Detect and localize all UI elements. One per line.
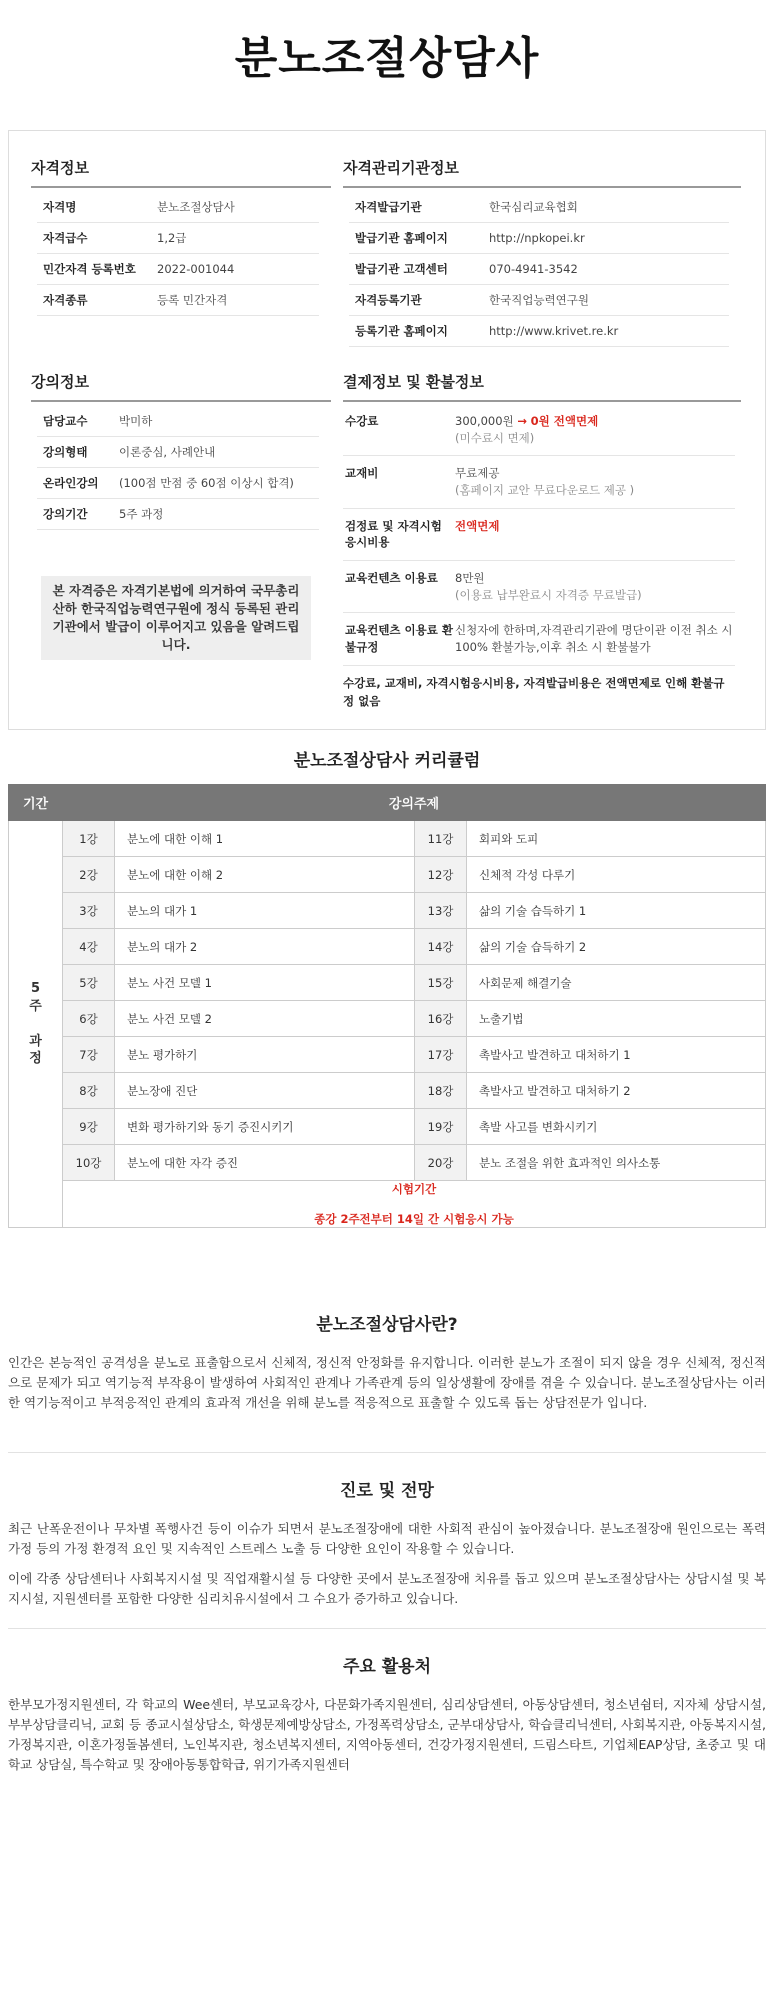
qual-row <box>37 192 319 223</box>
qual-key: 민간자격 등록번호 <box>43 262 136 276</box>
qual-value: 등록 민간자격 <box>157 293 228 307</box>
fee-row <box>343 404 735 456</box>
lesson-topic: 신체적 각성 다루기 <box>467 857 766 893</box>
org-key: 자격등록기관 <box>355 293 422 307</box>
career-body-1: 최근 난폭운전이나 무차별 폭행사건 등이 이슈가 되면서 분노조절장애에 대한 사회적 관심이 높아졌습니다. 분노조절장애 원인으로는 폭력가정 등의 가정 환경적 요인 및 지속적인 스트레스 노출 등 다양한 요인이 작용할 수 있습니다. <box>8 1521 766 1556</box>
org-value: 한국직업능력연구원 <box>489 293 589 307</box>
lesson-topic: 분노 사건 모델 1 <box>115 965 415 1001</box>
content-fee-row <box>343 561 735 613</box>
lesson-num: 15강 <box>415 965 467 1001</box>
lesson-topic: 촉발사고 발견하고 대처하기 2 <box>467 1073 766 1109</box>
qual-value: 2022-001044 <box>157 262 235 276</box>
col-period-header: 기간 <box>9 785 63 821</box>
qual-info-title: 자격정보 <box>31 157 331 188</box>
qual-row <box>37 223 319 254</box>
org-info-section <box>343 157 741 347</box>
exam-fee-row <box>343 509 735 561</box>
lecture-row <box>37 406 319 437</box>
period-unit: 주 <box>29 998 42 1014</box>
lesson-topic: 분노의 대가 2 <box>115 929 415 965</box>
lecture-info-section <box>31 371 331 530</box>
lesson-topic: 분노장애 진단 <box>115 1073 415 1109</box>
refund-value: 신청자에 한하며,자격관리기관에 명단이관 이전 취소 시 100% 환불가능,이후 취소 시 환불불가 <box>455 623 733 655</box>
lesson-topic: 분노 조절을 위한 효과적인 의사소통 <box>467 1145 766 1181</box>
lesson-topic: 분노 평가하기 <box>115 1037 415 1073</box>
lesson-topic: 분노에 대한 이해 1 <box>115 821 415 857</box>
info-box <box>8 130 766 730</box>
lesson-num: 5강 <box>63 965 115 1001</box>
lecture-key: 담당교수 <box>43 414 88 428</box>
exam-cell <box>63 1181 766 1228</box>
lesson-topic: 노출기법 <box>467 1001 766 1037</box>
curriculum-header-row <box>9 785 766 821</box>
lecture-key: 강의기간 <box>43 507 88 521</box>
lesson-num: 9강 <box>63 1109 115 1145</box>
material-sub: (홈페이지 교안 무료다운로드 제공 ) <box>455 483 635 498</box>
table-row <box>9 1037 766 1073</box>
table-row <box>9 1145 766 1181</box>
curriculum-title: 분노조절상담사 커리큘럼 <box>293 751 481 771</box>
fee-label: 수강료 <box>345 414 379 428</box>
lesson-topic: 촉발사고 발견하고 대처하기 1 <box>467 1037 766 1073</box>
lesson-topic: 삶의 기술 습득하기 1 <box>467 893 766 929</box>
registry-homepage-link[interactable]: http://www.krivet.re.kr <box>489 324 619 338</box>
lecture-value: 이론중심, 사례안내 <box>119 445 216 459</box>
lesson-num: 10강 <box>63 1145 115 1181</box>
lesson-topic: 분노에 대한 이해 2 <box>115 857 415 893</box>
what-is-body: 인간은 본능적인 공격성을 분노로 표출함으로서 신체적, 정신적 안정화를 유지합니다. 이러한 분노가 조절이 되지 않을 경우 신체적, 정신적으로 문제가 되고 역기능적 부작용이 발생하여 사회적인 관계나 가족관계 등의 일상생활에 장애를 겪을 수 있습니다. 분노조절상담사는 이러한 역기능적이고 부적응적인 관계의 효과적 개선을 위해 분노를 적응적으로 표출할 수 있도록 돕는 상담전문가 입니다. <box>8 1355 766 1410</box>
fee-free: 0원 전액면제 <box>530 414 599 428</box>
lesson-num: 13강 <box>415 893 467 929</box>
lesson-num: 4강 <box>63 929 115 965</box>
lesson-num: 8강 <box>63 1073 115 1109</box>
table-row <box>9 893 766 929</box>
lesson-num: 11강 <box>415 821 467 857</box>
qual-row <box>37 254 319 285</box>
lesson-num: 14강 <box>415 929 467 965</box>
divider <box>8 1628 766 1629</box>
lesson-topic: 촉발 사고를 변화시키기 <box>467 1109 766 1145</box>
lecture-info-title: 강의정보 <box>31 371 331 402</box>
org-value: 070-4941-3542 <box>489 262 578 276</box>
career-title: 진로 및 전망 <box>340 1481 434 1501</box>
refund-row <box>343 613 735 665</box>
lecture-key: 강의형태 <box>43 445 88 459</box>
payment-section <box>343 371 741 711</box>
lesson-num: 18강 <box>415 1073 467 1109</box>
lesson-num: 16강 <box>415 1001 467 1037</box>
lesson-topic: 분노의 대가 1 <box>115 893 415 929</box>
lesson-num: 17강 <box>415 1037 467 1073</box>
qual-key: 자격종류 <box>43 293 88 307</box>
qual-key: 자격명 <box>43 200 77 214</box>
lesson-num: 3강 <box>63 893 115 929</box>
fee-arrow: → <box>517 414 527 428</box>
material-label: 교재비 <box>345 466 379 481</box>
refund-label: 교육컨텐츠 이용료 환불규정 <box>345 623 453 655</box>
what-is-title: 분노조절상담사란? <box>316 1315 458 1335</box>
exam-title: 시험기간 <box>391 1182 437 1196</box>
what-is-section <box>8 1310 766 1413</box>
period-cell <box>9 821 63 1228</box>
table-row <box>9 929 766 965</box>
lesson-num: 7강 <box>63 1037 115 1073</box>
content-fee-sub: (이용료 납부완료시 자격증 무료발급) <box>455 587 642 602</box>
lecture-value: 박미하 <box>119 414 153 428</box>
table-row <box>9 857 766 893</box>
lecture-value: 5주 과정 <box>119 507 164 521</box>
fee-sub: (미수료시 면제) <box>455 430 535 445</box>
lesson-topic: 분노 사건 모델 2 <box>115 1001 415 1037</box>
material-row <box>343 456 735 508</box>
table-row <box>9 1109 766 1145</box>
lecture-key: 온라인강의 <box>43 476 99 490</box>
content-fee-value: 8만원 <box>455 571 485 586</box>
org-row <box>349 285 729 316</box>
lesson-topic: 삶의 기술 습득하기 2 <box>467 929 766 965</box>
content-fee-label: 교육컨텐츠 이용료 <box>345 571 438 586</box>
lecture-row <box>37 499 319 530</box>
material-value: 무료제공 <box>455 466 500 481</box>
qual-value: 1,2급 <box>157 231 187 245</box>
lesson-num: 1강 <box>63 821 115 857</box>
lesson-num: 12강 <box>415 857 467 893</box>
exam-fee-value: 전액면제 <box>455 518 500 533</box>
lesson-num: 20강 <box>415 1145 467 1181</box>
period-course-2: 정 <box>29 1051 42 1067</box>
qual-info-section <box>31 157 331 316</box>
lecture-value: (100점 만점 중 60점 이상시 합격) <box>119 476 294 490</box>
fee-price: 300,000원 <box>455 414 514 428</box>
divider <box>8 1452 766 1453</box>
career-body-2: 이에 각종 상담센터나 사회복지시설 및 직업재활시설 등 다양한 곳에서 분노조절장애 치유를 돕고 있으며 분노조절상담사는 상담시설 및 복지시설, 지원센터를 포함한 다양한 심리치유시설에서 그 수요가 증가하고 있습니다. <box>8 1571 766 1606</box>
lesson-topic: 회피와 도피 <box>467 821 766 857</box>
org-key: 발급기관 홈페이지 <box>355 231 448 245</box>
org-key: 발급기관 고객센터 <box>355 262 448 276</box>
curriculum-table <box>8 784 766 1228</box>
org-key: 자격발급기관 <box>355 200 422 214</box>
lecture-row <box>37 437 319 468</box>
lesson-topic: 분노에 대한 자각 증진 <box>115 1145 415 1181</box>
lesson-num: 19강 <box>415 1109 467 1145</box>
lesson-num: 2강 <box>63 857 115 893</box>
table-row <box>9 821 766 857</box>
table-row <box>9 1001 766 1037</box>
org-row <box>349 192 729 223</box>
qual-key: 자격급수 <box>43 231 88 245</box>
org-info-title: 자격관리기관정보 <box>343 157 741 188</box>
exam-desc: 종강 2주전부터 14일 간 시험응시 가능 <box>314 1212 514 1226</box>
period-weeks: 5 <box>30 981 41 997</box>
exam-fee-label: 검정료 및 자격시험 응시비용 <box>345 518 442 550</box>
lesson-topic: 변화 평가하기와 동기 증진시키기 <box>115 1109 415 1145</box>
usage-body: 한부모가정지원센터, 각 학교의 Wee센터, 부모교육강사, 다문화가족지원센터, 심리상담센터, 아동상담센터, 청소년쉼터, 지자체 상담시설, 부부상담클리닉, 교회 등 종교시설상담소, 학생문제예방상담소, 가정폭력상담소, 군부대상담사, 학습클리닉센터, 사회복지관, 아동복지시설, 가정복지관, 이혼가정돌봄센터, 노인복지관, 청소년복지센터, 지역아동센터, 건강가정지원센터, 드림스타트, 기업체EAP상담, 초중고 및 대학교 상담실, 특수학교 및 장애아동통합학급, 위기가족지원센터 <box>8 1697 766 1772</box>
qual-value: 분노조절상담사 <box>157 200 235 214</box>
org-row <box>349 316 729 347</box>
period-course: 과 <box>29 1033 42 1049</box>
usage-title: 주요 활용처 <box>342 1657 432 1677</box>
table-row <box>9 1073 766 1109</box>
qual-row <box>37 285 319 316</box>
table-row <box>9 965 766 1001</box>
usage-section <box>8 1652 766 1775</box>
col-topic-header: 강의주제 <box>63 785 766 821</box>
lesson-num: 6강 <box>63 1001 115 1037</box>
org-row <box>349 223 729 254</box>
org-row <box>349 254 729 285</box>
lecture-row <box>37 468 319 499</box>
payment-note: 수강료, 교재비, 자격시험응시비용, 자격발급비용은 전액면제로 인해 환불규정 없음 <box>343 675 725 709</box>
notice-box: 본 자격증은 자격기본법에 의거하여 국무총리산하 한국직업능력연구원에 정식 등록된 관리기관에서 발급이 이루어지고 있음을 알려드립니다. <box>41 576 311 660</box>
org-key: 등록기관 홈페이지 <box>355 324 448 338</box>
career-section <box>8 1476 766 1609</box>
page-title: 분노조절상담사 <box>234 33 540 84</box>
org-homepage-link[interactable]: http://npkopei.kr <box>489 231 585 245</box>
org-value: 한국심리교육협회 <box>489 200 578 214</box>
exam-row <box>9 1181 766 1228</box>
payment-title: 결제정보 및 환불정보 <box>343 371 741 402</box>
lesson-topic: 사회문제 해결기술 <box>467 965 766 1001</box>
